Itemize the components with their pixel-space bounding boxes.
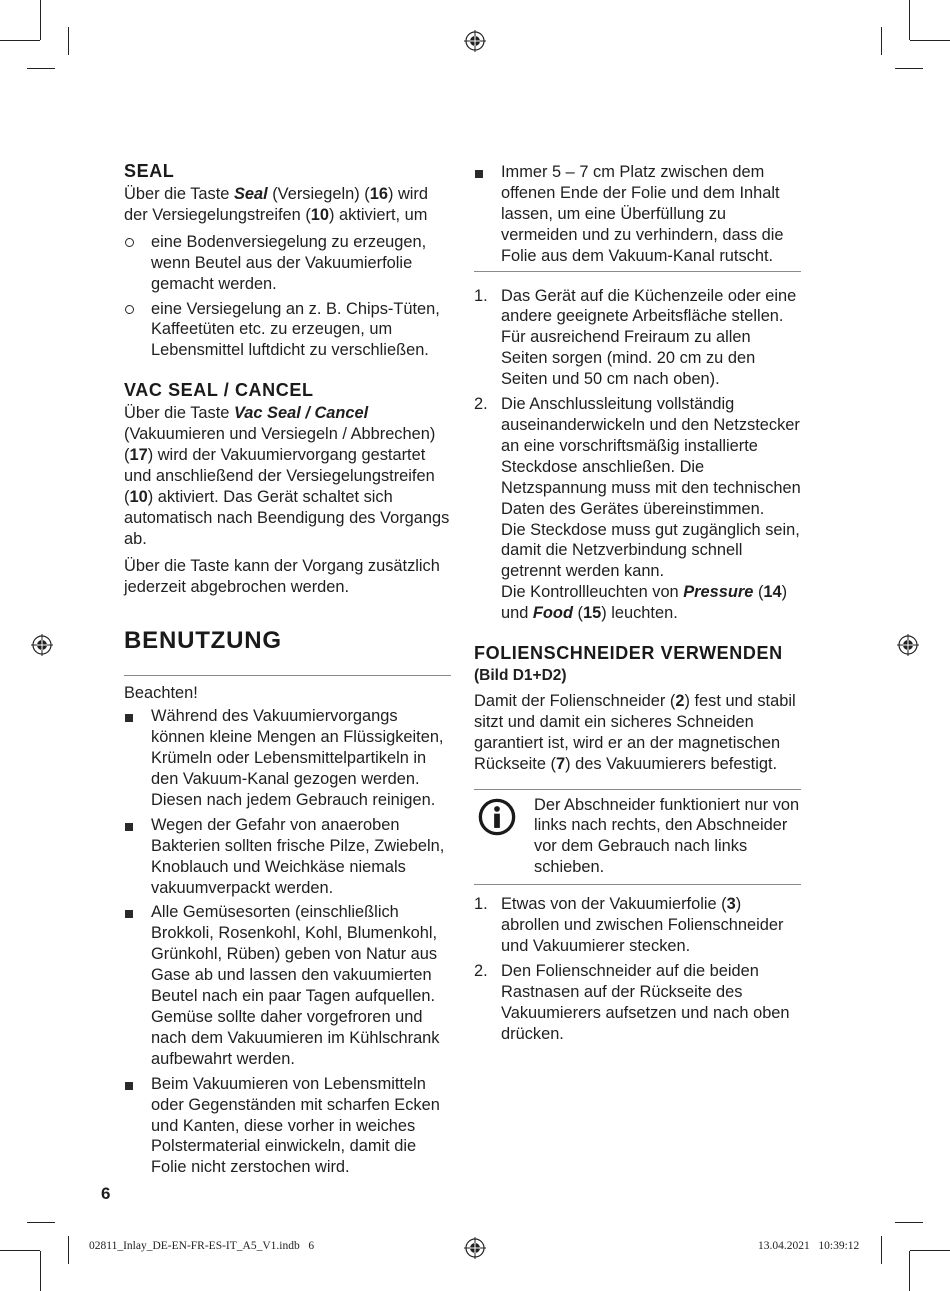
- text-run: 14: [763, 583, 782, 602]
- note-label: Beachten!: [124, 684, 198, 703]
- registration-mark-icon: [464, 30, 486, 52]
- text-run: (: [753, 583, 764, 602]
- list-item-text: Alle Gemüsesorten (einschließlich Brokkoli, Rosenkohl, Kohl, Blumenkohl, Grünkohl, Rüben) geben von Natur aus Gase ab und lassen den vakuumierten Beutel nach ein paar Tagen aufquellen. Gemüse sollte daher vorgefroren und nach dem Vakuumieren im Kühlschrank aufbewahrt werden.: [151, 903, 440, 1068]
- list-item: [124, 815, 451, 899]
- text-run: Die Steckdose muss gut zugänglich sein, damit die Netzverbindung schnell getrennt werden kann.: [501, 520, 800, 581]
- text-run: Etwas von der Vakuumierfolie (: [501, 895, 727, 914]
- square-bullet-icon: [125, 1082, 133, 1090]
- text-run: 10: [310, 205, 330, 224]
- cutter-paragraph: [474, 691, 801, 775]
- text-run: (: [572, 604, 583, 623]
- list-item-text: eine Versiegelung an z. B. Chips-Tüten, Kaffeetüten etc. zu erzeugen, um Lebensmittel luftdicht zu verschließen.: [151, 299, 440, 360]
- crop-mark: [0, 40, 40, 41]
- text-run: ) fest und stabil sitzt und damit ein sicheres Schneiden garantiert ist, wird er an der magnetischen Rückseite (: [474, 691, 796, 773]
- registration-mark-icon: [31, 634, 53, 656]
- registration-mark-icon: [897, 634, 919, 656]
- text-run: Über die Taste: [124, 404, 234, 423]
- cutter-heading: FOLIENSCHNEIDER VERWENDEN: [474, 643, 783, 664]
- vac-seal-cancel-paragraph: Über die Taste kann der Vorgang zusätzlich jederzeit abgebrochen werden.: [124, 556, 440, 596]
- seal-intro: [124, 184, 451, 226]
- list-item-text: Während des Vakuumiervorgangs können kleine Mengen an Flüssigkeiten, Krümeln oder Lebensmittelpartikeln in den Vakuum-Kanal gezogen werden. Diesen nach jedem Gebrauch reinigen.: [151, 707, 444, 809]
- cutter-subheading: (Bild D1+D2): [474, 667, 567, 685]
- numbered-step: [474, 894, 801, 957]
- step-text: [501, 520, 801, 583]
- text-run: 17: [129, 446, 148, 465]
- crop-mark: [909, 1251, 910, 1291]
- text-run: (Vakuumieren und Versiegeln / Abbrechen) (: [124, 425, 436, 465]
- circle-bullet-icon: [125, 238, 134, 247]
- step-text: [501, 394, 801, 519]
- crop-mark: [881, 27, 882, 55]
- text-run: Die Kontrollleuchten von: [501, 583, 684, 602]
- registration-mark-icon: [464, 1237, 486, 1259]
- text-run: (Versiegeln) (: [267, 185, 370, 203]
- text-run: Das Gerät auf die Küchenzeile oder eine andere geeignete Arbeitsfläche stellen. Für ausreichend Freiraum zu allen Seiten sorgen (mind. 20 cm zu den Seiten und 50 cm nach oben).: [501, 286, 797, 389]
- note-list: [124, 706, 451, 1178]
- text-run: Damit der Folienschneider (: [474, 691, 676, 710]
- text-run: ) aktiviert, um: [329, 205, 428, 224]
- crop-mark: [881, 1236, 882, 1264]
- right-column: [474, 162, 801, 1049]
- crop-mark: [40, 0, 41, 40]
- text-run: ) des Vakuumierers befestigt.: [565, 754, 778, 773]
- note-list-continued: [474, 162, 801, 267]
- info-note-text: Der Abschneider funktioniert nur von links nach rechts, den Abschneider vor dem Gebrauch nach links schieben.: [534, 795, 800, 877]
- vac-seal-heading: VAC SEAL / CANCEL: [124, 380, 314, 401]
- step-text: [501, 894, 801, 957]
- text-run: Die Anschlussleitung vollständig auseinanderwickeln und den Netzstecker an eine vorschriftsmäßig installierte Steckdose anschließen. Die Netzspannung muss mit den technischen Daten des Gerätes übereinstimmen.: [501, 395, 801, 518]
- step-text: [501, 961, 801, 1045]
- list-item: [124, 902, 451, 1069]
- crop-mark: [68, 1236, 69, 1264]
- text-run: ) und: [501, 583, 788, 623]
- step-number: 2.: [474, 395, 488, 414]
- text-run: Vac Seal / Cancel: [233, 404, 369, 423]
- square-bullet-icon: [125, 910, 133, 918]
- text-run: 16: [369, 185, 388, 203]
- text-run: Über die Taste: [124, 185, 234, 203]
- text-run: 10: [129, 487, 148, 506]
- text-run: ) leuchten.: [601, 604, 678, 623]
- text-run: 2: [675, 691, 685, 710]
- left-column: [124, 160, 451, 1182]
- crop-mark: [40, 1251, 41, 1291]
- list-item-text: eine Bodenversiegelung zu erzeugen, wenn Beutel aus der Vakuumierfolie gemacht werden.: [151, 232, 427, 293]
- step-number: 1.: [474, 895, 488, 914]
- crop-mark: [910, 1250, 950, 1251]
- crop-mark: [910, 40, 950, 41]
- text-run: Food: [532, 604, 573, 623]
- text-run: Seal: [233, 185, 268, 203]
- list-item: [124, 1074, 451, 1179]
- step-number: 1.: [474, 286, 488, 305]
- vac-seal-paragraph: [124, 403, 451, 549]
- info-note: [474, 789, 801, 886]
- text-run: ) abrollen und zwischen Folienschneider und Vakuumierer stecken.: [501, 895, 784, 955]
- list-item: [124, 299, 451, 362]
- info-icon: [478, 798, 516, 836]
- text-run: ) aktiviert. Das Gerät schaltet sich automatisch nach Beendigung des Vorgangs ab.: [124, 487, 450, 548]
- crop-mark: [895, 1222, 923, 1223]
- text-run: 7: [555, 754, 566, 773]
- numbered-step: [474, 286, 801, 391]
- numbered-step: [474, 394, 801, 624]
- seal-list: [124, 232, 451, 361]
- setup-steps: [474, 286, 801, 625]
- list-item: [474, 162, 801, 267]
- list-item: [124, 706, 451, 811]
- crop-mark: [68, 27, 69, 55]
- step-text: [501, 582, 801, 624]
- print-slug-file: 02811_Inlay_DE-EN-FR-ES-IT_A5_V1.indb 6: [89, 1240, 315, 1252]
- print-slug-date: 13.04.2021 10:39:12: [758, 1240, 860, 1252]
- list-item-text: Immer 5 – 7 cm Platz zwischen dem offenen Ende der Folie und dem Inhalt lassen, um eine Überfüllung zu vermeiden und zu verhindern, dass die Folie aus dem Vakuum-Kanal rutscht.: [501, 163, 784, 265]
- crop-mark: [0, 1250, 40, 1251]
- text-run: 3: [726, 895, 736, 914]
- text-run: Den Folienschneider auf die beiden Rastnasen auf der Rückseite des Vakuumierers aufsetzen und nach oben drücken.: [501, 961, 790, 1043]
- step-text: [501, 286, 801, 391]
- circle-bullet-icon: [125, 305, 134, 314]
- divider: [124, 675, 451, 676]
- square-bullet-icon: [125, 714, 133, 722]
- text-run: ) wird der Versiegelungstreifen (: [124, 185, 429, 224]
- divider: [474, 271, 801, 272]
- crop-mark: [27, 68, 55, 69]
- text-run: ) wird der Vakuumiervorgang gestartet und anschließend der Versiegelungstreifen (: [124, 446, 435, 506]
- cutter-steps: [474, 894, 801, 1044]
- text-run: Pressure: [683, 583, 754, 602]
- numbered-step: [474, 961, 801, 1045]
- list-item: [124, 232, 451, 295]
- square-bullet-icon: [125, 823, 133, 831]
- crop-mark: [909, 0, 910, 40]
- crop-mark: [27, 1222, 55, 1223]
- list-item-text: Beim Vakuumieren von Lebensmitteln oder Gegenständen mit scharfen Ecken und Kanten, diese vorher in weiches Polstermaterial einwickeln, damit die Folie nicht zerstochen wird.: [151, 1074, 440, 1177]
- seal-heading: SEAL: [124, 161, 175, 181]
- crop-mark: [895, 68, 923, 69]
- step-number: 2.: [474, 961, 488, 980]
- text-run: 15: [582, 604, 602, 623]
- page-number: 6: [101, 1184, 111, 1203]
- list-item-text: Wegen der Gefahr von anaeroben Bakterien sollten frische Pilze, Zwiebeln, Knoblauch und Weichkäse niemals vakuumverpackt werden.: [151, 815, 445, 897]
- square-bullet-icon: [475, 170, 483, 178]
- usage-heading: BENUTZUNG: [124, 627, 282, 655]
